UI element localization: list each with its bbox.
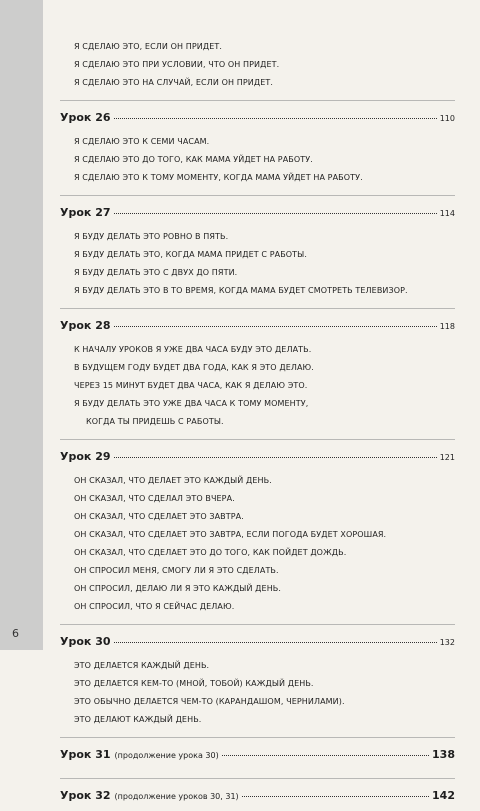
page-number: 6 [12,627,19,640]
section-divider [60,308,455,309]
page-margin-bar [0,0,43,650]
lesson-heading[interactable] [60,319,455,341]
lesson-heading[interactable] [60,635,455,657]
lesson-page-number: 121 [439,453,455,462]
lesson-title [60,789,239,802]
toc-line: ОН СПРОСИЛ, ЧТО Я СЕЙЧАС ДЕЛАЮ. [74,602,235,611]
dot-leader [114,641,437,643]
table-of-contents [60,38,455,811]
lesson-lines [60,133,455,187]
toc-line: ОН СКАЗАЛ, ЧТО СДЕЛАЕТ ЭТО ДО ТОГО, КАК ПОЙДЕТ ДОЖДЬ. [74,548,347,557]
lesson-lines [60,472,455,616]
toc-line: Я СДЕЛАЮ ЭТО, ЕСЛИ ОН ПРИДЕТ. [74,42,223,51]
section-divider [60,100,455,101]
dot-leader [114,325,437,327]
toc-line: Я БУДУ ДЕЛАТЬ ЭТО РОВНО В ПЯТЬ. [74,232,229,241]
intro-lines [60,38,455,92]
toc-line: В БУДУЩЕМ ГОДУ БУДЕТ ДВА ГОДА, КАК Я ЭТО ДЕЛАЮ. [74,363,314,372]
toc-line: Я СДЕЛАЮ ЭТО ДО ТОГО, КАК МАМА УЙДЕТ НА РАБОТУ. [74,155,313,164]
toc-line: ОН СКАЗАЛ, ЧТО СДЕЛАЕТ ЭТО ЗАВТРА, ЕСЛИ ПОГОДА БУДЕТ ХОРОШАЯ. [74,530,387,539]
dot-leader [242,795,429,797]
dot-leader [114,117,437,119]
lesson-page-number: 142 [432,789,455,802]
dot-leader [222,754,429,756]
lesson-lines [60,341,455,431]
dot-leader [114,212,437,214]
toc-line: Я СДЕЛАЮ ЭТО К СЕМИ ЧАСАМ. [74,137,210,146]
dot-leader [114,456,437,458]
toc-line: Я БУДУ ДЕЛАТЬ ЭТО В ТО ВРЕМЯ, КОГДА МАМА БУДЕТ СМОТРЕТЬ ТЕЛЕВИЗОР. [74,286,408,295]
toc-line: Я БУДУ ДЕЛАТЬ ЭТО С ДВУХ ДО ПЯТИ. [74,268,238,277]
lesson-title: Урок 27 [60,206,111,219]
lesson-title: Урок 28 [60,319,111,332]
section-divider [60,624,455,625]
toc-line: К НАЧАЛУ УРОКОВ Я УЖЕ ДВА ЧАСА БУДУ ЭТО ДЕЛАТЬ. [74,345,312,354]
toc-line: Я БУДУ ДЕЛАТЬ ЭТО, КОГДА МАМА ПРИДЕТ С РАБОТЫ. [74,250,307,259]
lesson-title-text: Урок 32 [60,789,111,802]
section-divider [60,737,455,738]
lesson-title: Урок 26 [60,111,111,124]
section-divider [60,439,455,440]
lesson-title: Урок 29 [60,450,111,463]
lesson-page-number: 132 [439,638,455,647]
lesson-title-text: Урок 31 [60,748,111,761]
lesson-heading[interactable] [60,789,455,811]
toc-line: Я БУДУ ДЕЛАТЬ ЭТО УЖЕ ДВА ЧАСА К ТОМУ МОМЕНТУ, [74,399,309,408]
lesson-heading[interactable] [60,748,455,770]
toc-line: ОН СКАЗАЛ, ЧТО СДЕЛАЕТ ЭТО ЗАВТРА. [74,512,244,521]
toc-line: Я СДЕЛАЮ ЭТО НА СЛУЧАЙ, ЕСЛИ ОН ПРИДЕТ. [74,78,274,87]
toc-line: ЭТО ДЕЛАЮТ КАЖДЫЙ ДЕНЬ. [74,715,202,724]
lesson-title [60,748,219,761]
toc-line: КОГДА ТЫ ПРИДЕШЬ С РАБОТЫ. [86,417,224,426]
toc-line: ОН СКАЗАЛ, ЧТО ДЕЛАЕТ ЭТО КАЖДЫЙ ДЕНЬ. [74,476,272,485]
section-divider [60,778,455,779]
toc-line: ЭТО ДЕЛАЕТСЯ КЕМ-ТО (МНОЙ, ТОБОЙ) КАЖДЫЙ ДЕНЬ. [74,679,314,688]
toc-line: ОН СПРОСИЛ, ДЕЛАЮ ЛИ Я ЭТО КАЖДЫЙ ДЕНЬ. [74,584,282,593]
toc-line: ОН СКАЗАЛ, ЧТО СДЕЛАЛ ЭТО ВЧЕРА. [74,494,235,503]
lesson-lines [60,657,455,729]
lesson-page-number: 138 [432,748,455,761]
toc-line: Я СДЕЛАЮ ЭТО К ТОМУ МОМЕНТУ, КОГДА МАМА УЙДЕТ НА РАБОТУ. [74,173,363,182]
lesson-note: (продолжение урока 30) [114,751,219,760]
lesson-heading[interactable] [60,206,455,228]
lesson-page-number: 110 [439,114,455,123]
lesson-page-number: 114 [439,209,455,218]
toc-line: ЭТО ДЕЛАЕТСЯ КАЖДЫЙ ДЕНЬ. [74,661,210,670]
lesson-note: (продолжение уроков 30, 31) [114,792,239,801]
toc-line: ОН СПРОСИЛ МЕНЯ, СМОГУ ЛИ Я ЭТО СДЕЛАТЬ. [74,566,279,575]
lesson-page-number: 118 [439,322,455,331]
lesson-heading[interactable] [60,450,455,472]
lesson-title: Урок 30 [60,635,111,648]
toc-line: ЧЕРЕЗ 15 МИНУТ БУДЕТ ДВА ЧАСА, КАК Я ДЕЛАЮ ЭТО. [74,381,308,390]
lesson-lines [60,228,455,300]
toc-line: Я СДЕЛАЮ ЭТО ПРИ УСЛОВИИ, ЧТО ОН ПРИДЕТ. [74,60,280,69]
section-divider [60,195,455,196]
toc-line: ЭТО ОБЫЧНО ДЕЛАЕТСЯ ЧЕМ-ТО (КАРАНДАШОМ, ЧЕРНИЛАМИ). [74,697,345,706]
lesson-heading[interactable] [60,111,455,133]
